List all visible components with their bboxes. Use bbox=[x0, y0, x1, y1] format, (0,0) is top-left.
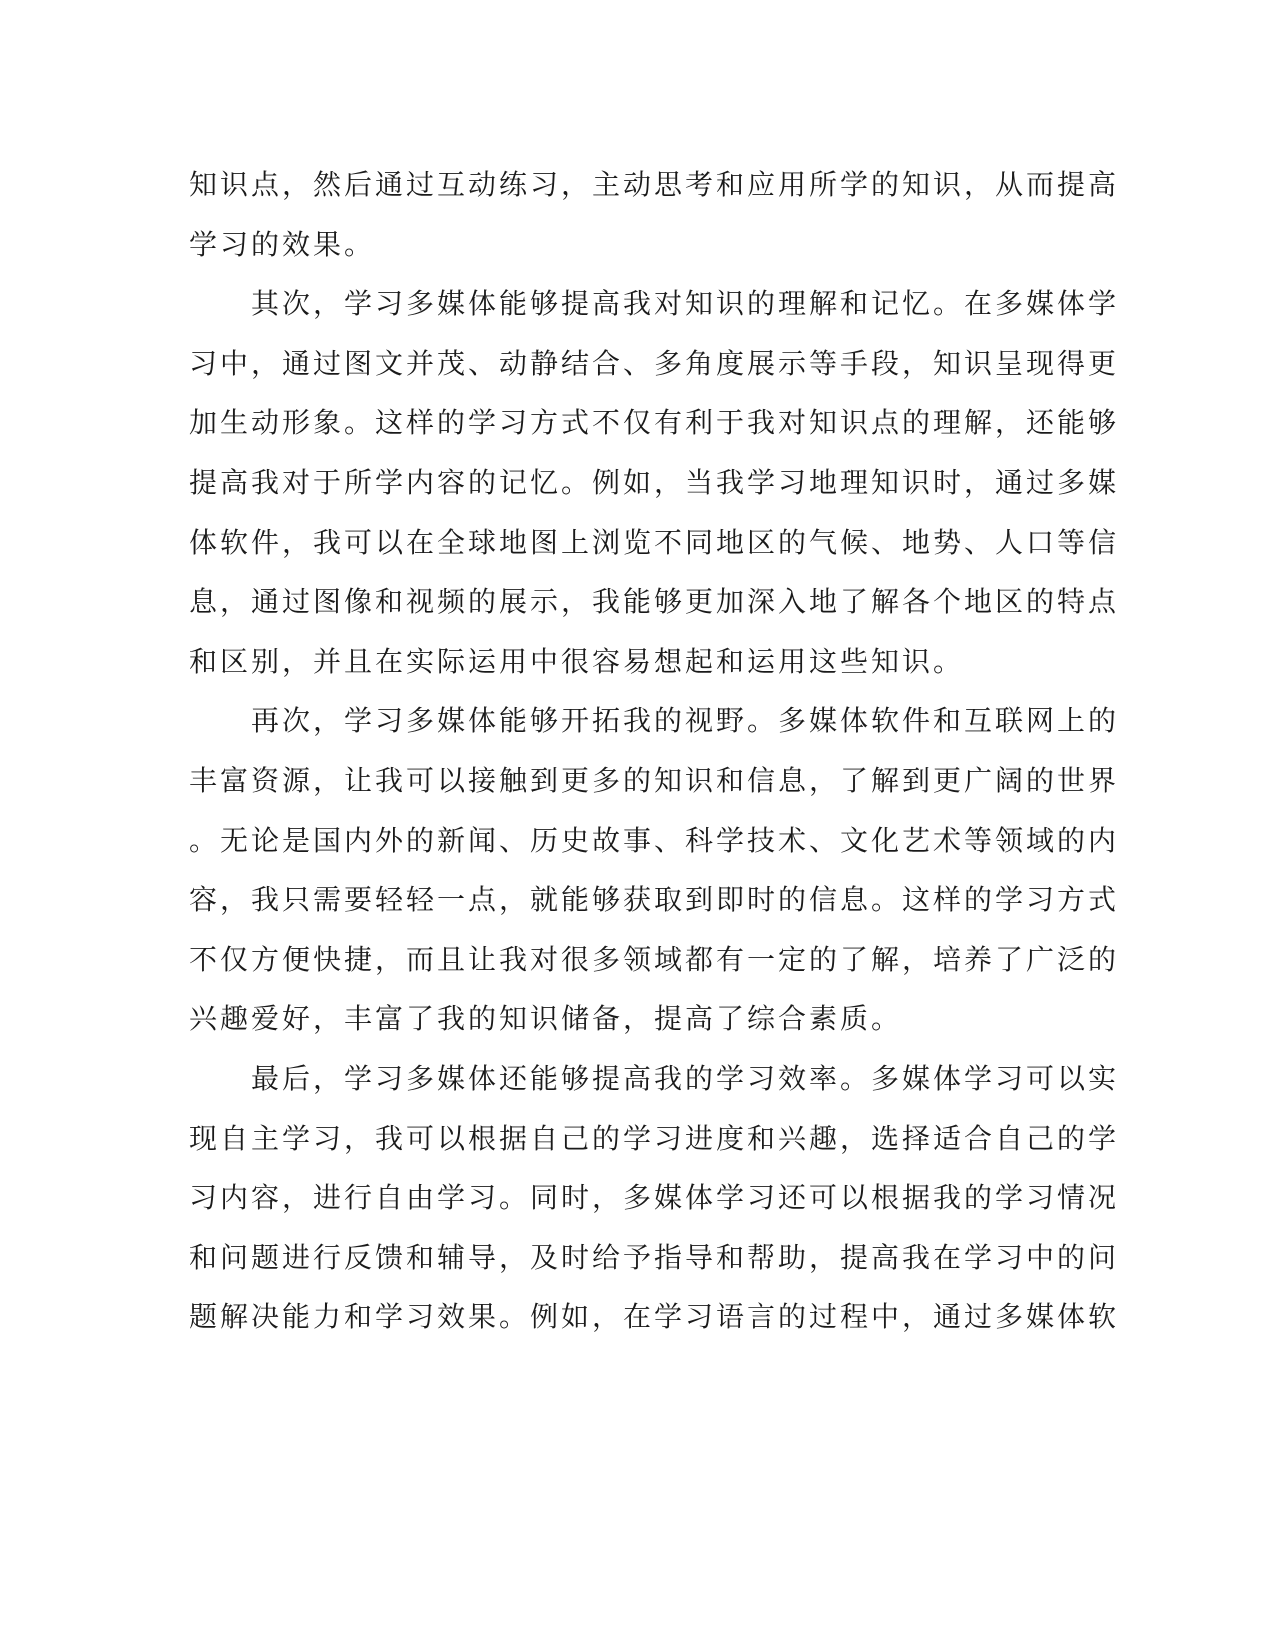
paragraph-4 bbox=[189, 1049, 1120, 1347]
text-line: 题解决能力和学习效果。例如，在学习语言的过程中，通过多媒体软 bbox=[189, 1300, 1120, 1334]
text-line: 容，我只需要轻轻一点，就能够获取到即时的信息。这样的学习方式 bbox=[189, 883, 1120, 917]
text-line: 丰富资源，让我可以接触到更多的知识和信息，了解到更广阔的世界 bbox=[189, 763, 1120, 797]
text-line: 不仅方便快捷，而且让我对很多领域都有一定的了解，培养了广泛的 bbox=[189, 942, 1120, 976]
text-line: 最后，学习多媒体还能够提高我的学习效率。多媒体学习可以实 bbox=[189, 1061, 1120, 1095]
text-line: 兴趣爱好，丰富了我的知识储备，提高了综合素质。 bbox=[189, 1002, 903, 1036]
text-line: 再次，学习多媒体能够开拓我的视野。多媒体软件和互联网上的 bbox=[189, 704, 1120, 738]
text-line: 和问题进行反馈和辅导，及时给予指导和帮助，提高我在学习中的问 bbox=[189, 1240, 1120, 1274]
document-body bbox=[189, 155, 1120, 1347]
text-line: 知识点，然后通过互动练习，主动思考和应用所学的知识，从而提高 bbox=[189, 168, 1120, 201]
text-line: 学习的效果。 bbox=[189, 227, 376, 261]
text-line: 加生动形象。这样的学习方式不仅有利于我对知识点的理解，还能够 bbox=[189, 406, 1120, 440]
text-line: 和区别，并且在实际运用中很容易想起和运用这些知识。 bbox=[189, 644, 965, 678]
text-line: 体软件，我可以在全球地图上浏览不同地区的气候、地势、人口等信 bbox=[189, 525, 1120, 559]
text-line: 习中，通过图文并茂、动静结合、多角度展示等手段，知识呈现得更 bbox=[189, 346, 1120, 380]
paragraph-3 bbox=[189, 691, 1120, 1049]
text-line: 。无论是国内外的新闻、历史故事、科学技术、文化艺术等领域的内 bbox=[189, 823, 1120, 857]
text-line: 息，通过图像和视频的展示，我能够更加深入地了解各个地区的特点 bbox=[189, 585, 1120, 619]
text-line: 提高我对于所学内容的记忆。例如，当我学习地理知识时，通过多媒 bbox=[189, 465, 1120, 499]
text-line: 其次，学习多媒体能够提高我对知识的理解和记忆。在多媒体学 bbox=[189, 287, 1120, 321]
paragraph-2 bbox=[189, 274, 1120, 691]
paragraph-1 bbox=[189, 155, 1120, 274]
text-line: 习内容，进行自由学习。同时，多媒体学习还可以根据我的学习情况 bbox=[189, 1181, 1120, 1215]
text-line: 现自主学习，我可以根据自己的学习进度和兴趣，选择适合自己的学 bbox=[189, 1121, 1120, 1155]
